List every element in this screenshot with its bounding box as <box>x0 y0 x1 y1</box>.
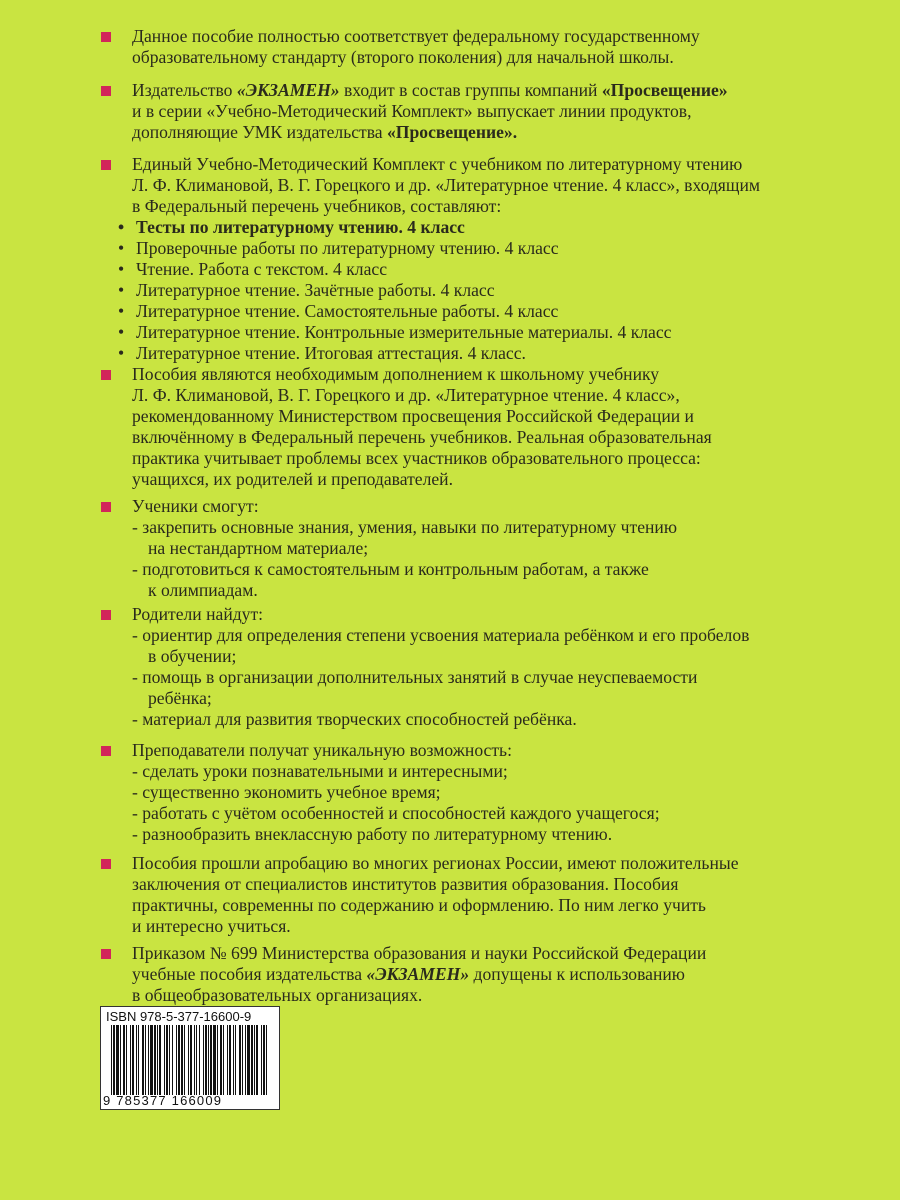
bullet-marker <box>101 86 111 96</box>
text-line: в обучении; <box>148 646 237 666</box>
barcode-bar <box>199 1025 200 1095</box>
bullet-marker <box>101 32 111 42</box>
barcode-bar <box>194 1025 195 1095</box>
text-line <box>132 80 832 101</box>
publisher-name: «ЭКЗАМЕН» <box>366 964 470 984</box>
text-line: и интересно учиться. <box>132 916 291 936</box>
section-approbation <box>132 853 832 937</box>
publisher-name: «ЭКЗАМЕН» <box>236 80 340 100</box>
list-item: - существенно экономить учебное время; <box>132 782 441 802</box>
list-item: • Литературное чтение. Зачётные работы. 4 класс <box>118 280 832 301</box>
barcode-bar <box>247 1025 250 1095</box>
barcode-bar <box>132 1025 134 1095</box>
text-line: Данное пособие полностью соответствует федеральному государственному <box>132 26 700 46</box>
text-line: образовательному стандарту (второго поколения) для начальной школы. <box>132 47 674 67</box>
section-publisher <box>132 80 832 143</box>
barcode-bar <box>256 1025 258 1095</box>
bullet-marker <box>101 502 111 512</box>
group-name: «Просвещение» <box>601 80 728 100</box>
list-item: - разнообразить внеклассную работу по литературному чтению. <box>132 824 613 844</box>
text-line: ребёнка; <box>148 688 212 708</box>
section-standard <box>132 26 832 68</box>
barcode-bar <box>213 1025 216 1095</box>
barcode-bar <box>123 1025 125 1095</box>
section-parents <box>132 604 832 730</box>
barcode-bar <box>145 1025 146 1095</box>
list-item: • Литературное чтение. Контрольные измерительные материалы. 4 класс <box>118 322 832 343</box>
list-item: - помощь в организации дополнительных занятий в случае неуспеваемости <box>132 667 698 687</box>
text-line: практичны, современны по содержанию и оформлению. По ним легко учить <box>132 895 706 915</box>
bullet-marker <box>101 746 111 756</box>
list-item: • Тесты по литературному чтению. 4 класс <box>118 217 832 238</box>
barcode-bar <box>178 1025 180 1095</box>
barcode-bar <box>227 1025 228 1095</box>
barcode-bar <box>169 1025 170 1095</box>
text-line: в Федеральный перечень учебников, составляют: <box>132 196 502 216</box>
list-item: • Чтение. Работа с текстом. 4 класс <box>118 259 832 280</box>
barcode-bar <box>154 1025 156 1095</box>
bullet-marker <box>101 859 111 869</box>
barcode-bar <box>229 1025 231 1095</box>
barcode-bar <box>120 1025 121 1095</box>
barcode-bar <box>184 1025 185 1095</box>
barcode-bar <box>208 1025 209 1095</box>
list-item: • Литературное чтение. Итоговая аттестация. 4 класс. <box>118 343 832 364</box>
barcode-bar <box>142 1025 144 1095</box>
text-line <box>132 964 832 985</box>
text-line: рекомендованному Министерством просвещения Российской Федерации и <box>132 406 694 426</box>
barcode-bar <box>159 1025 161 1095</box>
barcode-bar <box>111 1025 112 1095</box>
bullet-marker <box>101 949 111 959</box>
section-students <box>132 496 832 601</box>
text-line <box>132 122 832 143</box>
barcode-bar <box>223 1025 224 1095</box>
barcode-bar <box>220 1025 222 1095</box>
barcode-bar <box>233 1025 234 1095</box>
isbn-barcode-box <box>100 1006 280 1110</box>
barcode-bar <box>266 1025 267 1095</box>
section-supplement <box>132 364 832 490</box>
text-line: заключения от специалистов институтов развития образования. Пособия <box>132 874 679 894</box>
text-run: Издательство <box>132 80 237 100</box>
barcode-bar <box>181 1025 183 1095</box>
bullet-marker <box>101 610 111 620</box>
barcode-bar <box>166 1025 168 1095</box>
list-item: - закрепить основные знания, умения, навыки по литературному чтению <box>132 517 677 537</box>
barcode-bar <box>126 1025 127 1095</box>
barcode-bar <box>176 1025 177 1095</box>
barcode-icon <box>109 1025 271 1095</box>
barcode-bar <box>261 1025 262 1095</box>
text-line: Л. Ф. Климановой, В. Г. Горецкого и др. «Литературное чтение. 4 класс», <box>132 385 680 405</box>
list-item: - материал для развития творческих способностей ребёнка. <box>132 709 577 729</box>
text-line: Ученики смогут: <box>132 496 259 516</box>
text-line: включённому в Федеральный перечень учебников. Реальная образовательная <box>132 427 712 447</box>
barcode-bar <box>263 1025 265 1095</box>
umk-list <box>118 217 832 364</box>
barcode-bar <box>113 1025 115 1095</box>
barcode-bar <box>242 1025 243 1095</box>
barcode-bar <box>205 1025 207 1095</box>
text-run: входит в состав группы компаний <box>339 80 602 100</box>
isbn-label: ISBN 978-5-377-16600-9 <box>106 1009 252 1024</box>
barcode-bar <box>148 1025 149 1095</box>
barcode-bar <box>188 1025 189 1095</box>
text-line: и в серии «Учебно-Методический Комплект» выпускает линии продуктов, <box>132 101 692 121</box>
barcode-bar <box>190 1025 192 1095</box>
barcode-bar <box>210 1025 212 1095</box>
list-item: - сделать уроки познавательными и интересными; <box>132 761 508 781</box>
barcode-bar <box>203 1025 204 1095</box>
section-order <box>132 943 832 1006</box>
barcode-bar <box>251 1025 253 1095</box>
barcode-bar <box>138 1025 139 1095</box>
group-name: «Просвещение». <box>387 122 518 142</box>
text-line: Л. Ф. Климановой, В. Г. Горецкого и др. «Литературное чтение. 4 класс», входящим <box>132 175 760 195</box>
text-line: Родители найдут: <box>132 604 264 624</box>
list-item: - подготовиться к самостоятельным и контрольным работам, а также <box>132 559 649 579</box>
barcode-bar <box>150 1025 153 1095</box>
barcode-bar <box>245 1025 246 1095</box>
barcode-bar <box>254 1025 255 1095</box>
text-line: Пособия прошли апробацию во многих регионах России, имеют положительные <box>132 853 739 873</box>
list-item: - работать с учётом особенностей и способностей каждого учащегося; <box>132 803 660 823</box>
text-run: дополняющие УМК издательства <box>132 122 387 142</box>
list-item: • Литературное чтение. Самостоятельные работы. 4 класс <box>118 301 832 322</box>
text-line: Преподаватели получат уникальную возможность: <box>132 740 512 760</box>
section-umk <box>132 154 832 364</box>
text-line: Приказом № 699 Министерства образования и науки Российской Федерации <box>132 943 707 963</box>
barcode-bar <box>172 1025 173 1095</box>
text-line: на нестандартном материале; <box>148 538 369 558</box>
list-item: - ориентир для определения степени усвоения материала ребёнком и его пробелов <box>132 625 750 645</box>
bullet-marker <box>101 160 111 170</box>
barcode-bar <box>157 1025 158 1095</box>
text-run: учебные пособия издательства <box>132 964 367 984</box>
barcode-bar <box>164 1025 165 1095</box>
text-line: учащихся, их родителей и преподавателей. <box>132 469 453 489</box>
section-teachers <box>132 740 832 845</box>
barcode-bar <box>196 1025 197 1095</box>
text-line: Пособия являются необходимым дополнением к школьному учебнику <box>132 364 660 384</box>
list-item: • Проверочные работы по литературному чтению. 4 класс <box>118 238 832 259</box>
text-line: к олимпиадам. <box>148 580 258 600</box>
barcode-bar <box>235 1025 236 1095</box>
barcode-bar <box>130 1025 131 1095</box>
text-line: практика учитывает проблемы всех участников образовательного процесса: <box>132 448 701 468</box>
text-line: Единый Учебно-Методический Комплект с учебником по литературному чтению <box>132 154 743 174</box>
barcode-bar <box>239 1025 241 1095</box>
barcode-digits: 9 785377 166009 <box>103 1093 223 1108</box>
barcode-bar <box>116 1025 119 1095</box>
bullet-marker <box>101 370 111 380</box>
text-line: в общеобразовательных организациях. <box>132 985 423 1005</box>
text-run: допущены к использованию <box>469 964 685 984</box>
barcode-bar <box>217 1025 218 1095</box>
barcode-bar <box>136 1025 137 1095</box>
